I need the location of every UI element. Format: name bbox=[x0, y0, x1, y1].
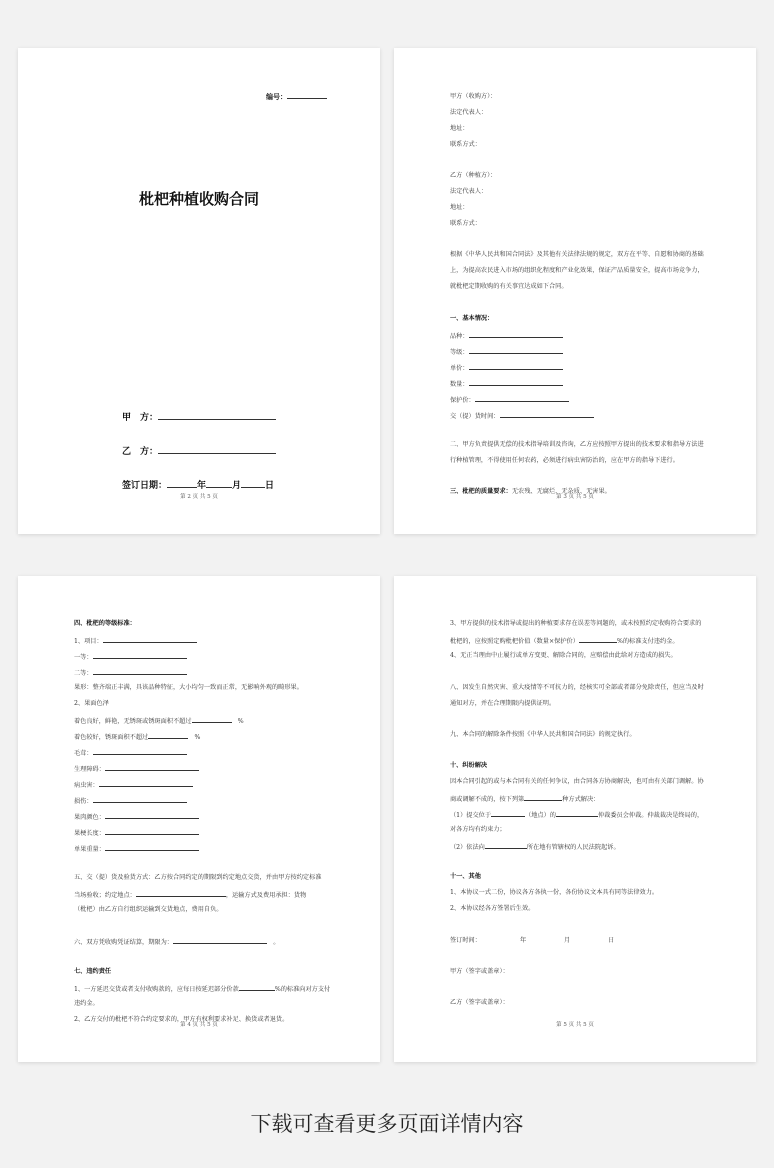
quantity-field bbox=[450, 379, 563, 389]
section-10-line bbox=[450, 794, 599, 804]
contract-number-field bbox=[266, 92, 327, 102]
section-1-title: 一、基本情况： bbox=[450, 315, 494, 322]
year-blank bbox=[167, 478, 197, 488]
contract-number-blank bbox=[287, 92, 327, 99]
party-b-signature: 乙方（签字或盖章）： bbox=[450, 999, 509, 1006]
color-good-line bbox=[74, 716, 244, 726]
section-5-line: （枇杷）由乙方自行组织运输到交货地点，费用自负。 bbox=[74, 906, 223, 913]
section-11-line: 1、本协议一式二份，协议各方各执一份，各份协议文本具有同等法律效力。 bbox=[450, 889, 659, 896]
protection-price-field bbox=[450, 395, 569, 405]
intro-line: 根据《中华人民共和国合同法》及其他有关法律法规的规定，双方在平等、自愿和协商的基础 bbox=[450, 251, 704, 258]
section-7-line: 2、乙方交付的枇杷不符合约定要求的，甲方有权利要求补足、换货或者退货。 bbox=[74, 1016, 289, 1023]
month-blank bbox=[206, 478, 232, 488]
party-b-contact: 联系方式： bbox=[450, 220, 481, 227]
section-11-title: 十一、其他 bbox=[450, 873, 481, 880]
page-footer: 第 3 页 共 5 页 bbox=[556, 494, 594, 500]
grade-item bbox=[74, 636, 197, 646]
section-8-line: 通知对方，并在合理期限内提供证明。 bbox=[450, 700, 556, 707]
unit-price-blank bbox=[469, 363, 563, 370]
arbitration-body-text: （地点）的 bbox=[525, 812, 556, 819]
fruit-surface-heading: 2、果面色泽 bbox=[74, 700, 109, 707]
intro-line: 就枇杷定期收购的有关事宜达成如下合同。 bbox=[450, 283, 568, 290]
section-3-detail: 无农残、无腐烂、无杂质、无害果。 bbox=[511, 488, 611, 495]
settlement-period-blank bbox=[173, 937, 267, 944]
party-b-blank bbox=[158, 444, 276, 454]
party-b-field bbox=[122, 444, 276, 457]
sign-year-label: 年 bbox=[520, 937, 527, 944]
grade-item-blank bbox=[93, 668, 187, 675]
document-page-3 bbox=[394, 48, 756, 534]
section-7-line bbox=[74, 984, 330, 994]
quality-item bbox=[74, 748, 187, 758]
unit-price-label: 单价： bbox=[450, 365, 469, 372]
color-good-blank bbox=[192, 716, 232, 723]
section-7-line: 违约金。 bbox=[74, 1000, 99, 1007]
quality-item-label: 生理障碍： bbox=[74, 766, 105, 773]
arbitration-place-text: （1）提交位于 bbox=[450, 812, 492, 819]
color-ok-label: 着色较好，锈斑面积不超过 bbox=[74, 734, 149, 741]
variety-blank bbox=[469, 331, 563, 338]
color-ok-blank bbox=[148, 732, 188, 739]
sign-time-label: 签订时间： bbox=[450, 937, 481, 944]
percent-sign: % bbox=[237, 718, 244, 725]
section-5-line bbox=[74, 890, 306, 900]
grade-label: 等级： bbox=[450, 349, 469, 356]
breach-line: 4、无正当理由中止履行或单方变更、解除合同的，应赔偿由此给对方造成的损失。 bbox=[450, 652, 677, 659]
court-blank bbox=[485, 842, 527, 849]
method-choice-blank bbox=[524, 794, 562, 801]
color-ok-line bbox=[74, 732, 200, 742]
quality-item-blank bbox=[105, 812, 199, 819]
sign-month-label: 月 bbox=[564, 937, 571, 944]
contract-number-label: 编号： bbox=[266, 92, 287, 101]
section-2-line: 二、甲方负责提供无偿的技术指导培训及咨询，乙方应按照甲方提出的技术要求和指导方法进 bbox=[450, 441, 704, 448]
quality-item bbox=[74, 780, 193, 790]
delivery-time-field bbox=[450, 411, 594, 421]
court-text: （2）依法向 bbox=[450, 844, 485, 851]
protection-price-label: 保护价： bbox=[450, 397, 475, 404]
intro-line: 上，为提高农民进入市场的组织化程度和产业化效果，保证产品质量安全，提高市场竞争力， bbox=[450, 267, 704, 274]
section-2-line: 行种植管理，不得使用任何农药，必须进行病虫害防治的，应在甲方的指导下进行。 bbox=[450, 457, 679, 464]
delivery-place-blank bbox=[136, 890, 226, 897]
party-b-heading: 乙方（种植方）： bbox=[450, 172, 497, 179]
party-a-label: 甲 方： bbox=[122, 413, 159, 423]
section-5-line: 五、交（提）货及验货方式：乙方按合同约定的期限到约定地点交货，并由甲方按约定标准 bbox=[74, 874, 322, 881]
variety-label: 品种： bbox=[450, 333, 469, 340]
breach-line: 3、甲方提供的技术指导或提出的种植要求存在误差等问题的，或未按照约定收购符合要求的 bbox=[450, 620, 702, 627]
section-10-line bbox=[450, 810, 703, 820]
section-10-line bbox=[450, 842, 620, 852]
delivery-place-label: 当场验收；约定地点： bbox=[74, 892, 136, 899]
quality-item-blank bbox=[93, 796, 187, 803]
quality-item-label: 毛茸： bbox=[74, 750, 93, 757]
late-payment-rate-text: %的标准向对方支付 bbox=[274, 986, 331, 993]
color-good-label: 着色良好，鲜艳，无锈斑或锈斑面积不超过 bbox=[74, 718, 192, 725]
section-6-end: 。 bbox=[273, 939, 280, 946]
quality-item-blank bbox=[105, 844, 199, 851]
party-a-blank bbox=[158, 410, 276, 420]
section-8-line: 八、因发生自然灾害、重大疫情等不可抗力的，经核实可全部或者部分免除责任，但应当及时 bbox=[450, 684, 704, 691]
section-9: 九、本合同的解除条件按照《中华人民共和国合同法》的规定执行。 bbox=[450, 731, 636, 738]
breach-line bbox=[450, 636, 679, 646]
quality-item-label: 损伤： bbox=[74, 798, 93, 805]
party-a-signature: 甲方（签字或盖章）： bbox=[450, 968, 509, 975]
party-a-field bbox=[122, 410, 276, 423]
section-11-line: 2、本协议经各方签署后生效。 bbox=[450, 905, 535, 912]
grade-item-label: 一等： bbox=[74, 654, 93, 661]
section-6 bbox=[74, 937, 279, 947]
grade-field bbox=[450, 347, 563, 357]
delivery-time-label: 交（提）货时间： bbox=[450, 413, 500, 420]
grade-item-blank bbox=[93, 652, 187, 659]
quality-item bbox=[74, 844, 199, 854]
arbitration-body-blank bbox=[556, 810, 598, 817]
breach-rate-blank bbox=[579, 636, 617, 643]
month-label: 月 bbox=[232, 481, 242, 491]
grade-blank bbox=[469, 347, 563, 354]
sign-date-label: 签订日期： bbox=[122, 481, 168, 491]
document-title: 枇杷种植收购合同 bbox=[138, 190, 259, 208]
page-footer: 第 5 页 共 5 页 bbox=[556, 1022, 594, 1028]
protection-price-blank bbox=[475, 395, 569, 402]
party-a-heading: 甲方（收购方）： bbox=[450, 93, 497, 100]
percent-sign: % bbox=[194, 734, 201, 741]
section-7-title: 七、违约责任 bbox=[74, 968, 112, 975]
court-end-text: 所在地有管辖权的人民法院起诉。 bbox=[526, 844, 620, 851]
party-b-address: 地址： bbox=[450, 204, 469, 211]
party-b-label: 乙 方： bbox=[122, 447, 159, 457]
section-10-line: 因本合同引起的或与本合同有关的任何争议，由合同各方协商解决，也可由有关部门调解。协 bbox=[450, 778, 704, 785]
quality-item-blank bbox=[105, 828, 199, 835]
transport-label: ，运输方式及费用承担：货物 bbox=[225, 892, 307, 899]
quality-item bbox=[74, 796, 187, 806]
party-b-representative: 法定代表人： bbox=[450, 188, 488, 195]
breach-rate-text: %的标准支付违约金。 bbox=[616, 638, 679, 645]
quality-item-label: 单果重量： bbox=[74, 846, 105, 853]
party-a-representative: 法定代表人： bbox=[450, 109, 488, 116]
grade-item-label: 二等： bbox=[74, 670, 93, 677]
grade-item-blank bbox=[103, 636, 197, 643]
late-payment-blank bbox=[239, 984, 275, 991]
quality-item bbox=[74, 812, 199, 822]
document-page-5 bbox=[394, 576, 756, 1062]
variety-field bbox=[450, 331, 563, 341]
section-4-title: 四、枇杷的等级标准： bbox=[74, 620, 136, 627]
grade-item-label: 1、项目： bbox=[74, 638, 103, 645]
quality-item bbox=[74, 828, 199, 838]
breach-value-text: 枇杷的，应按照定购枇杷价值（数量×保护价） bbox=[450, 638, 579, 645]
quality-item-blank bbox=[93, 748, 187, 755]
grade-item bbox=[74, 668, 187, 678]
arbitration-final-text: 仲裁委员会仲裁。仲裁裁决是终局的， bbox=[598, 812, 704, 819]
quality-item-blank bbox=[99, 780, 193, 787]
page-footer: 第 4 页 共 5 页 bbox=[180, 1022, 218, 1028]
fruit-shape-text: 果形：整齐端正丰满，具该品种特征，大小均匀一致而正常，无影响外观的畸形果。 bbox=[74, 684, 303, 691]
method-choice-text: 商或调解不成的，按下列第 bbox=[450, 796, 525, 803]
delivery-time-blank bbox=[500, 411, 594, 418]
unit-price-field bbox=[450, 363, 563, 373]
section-10-line: 对各方均有约束力； bbox=[450, 826, 506, 833]
year-label: 年 bbox=[197, 481, 207, 491]
page-footer: 第 2 页 共 5 页 bbox=[180, 494, 218, 500]
quantity-label: 数量： bbox=[450, 381, 469, 388]
grade-item bbox=[74, 652, 187, 662]
quality-item-label: 果肉颜色： bbox=[74, 814, 105, 821]
sign-day-label: 日 bbox=[608, 937, 615, 944]
document-page-2 bbox=[18, 48, 380, 534]
day-label: 日 bbox=[265, 481, 275, 491]
party-a-contact: 联系方式： bbox=[450, 141, 481, 148]
download-caption: 下载可查看更多页面详情内容 bbox=[250, 1112, 524, 1136]
method-choice-end: 种方式解决： bbox=[562, 796, 600, 803]
document-page-4 bbox=[18, 576, 380, 1062]
sign-date-field bbox=[122, 478, 274, 491]
quality-item-blank bbox=[105, 764, 199, 771]
quality-item-label: 病虫害： bbox=[74, 782, 99, 789]
arbitration-place-blank bbox=[491, 810, 525, 817]
day-blank bbox=[241, 478, 265, 488]
section-6-text: 六、双方凭收购凭证结算，期限为： bbox=[74, 939, 173, 946]
quality-item-label: 果梗长度： bbox=[74, 830, 105, 837]
party-a-address: 地址： bbox=[450, 125, 469, 132]
late-payment-text: 1、一方延迟交货或者支付收购款的，应每日按延迟部分价款 bbox=[74, 986, 239, 993]
section-10-title: 十、纠纷解决 bbox=[450, 762, 488, 769]
section-3-title: 三、枇杷的质量要求： bbox=[450, 488, 512, 495]
quality-item bbox=[74, 764, 199, 774]
quantity-blank bbox=[469, 379, 563, 386]
